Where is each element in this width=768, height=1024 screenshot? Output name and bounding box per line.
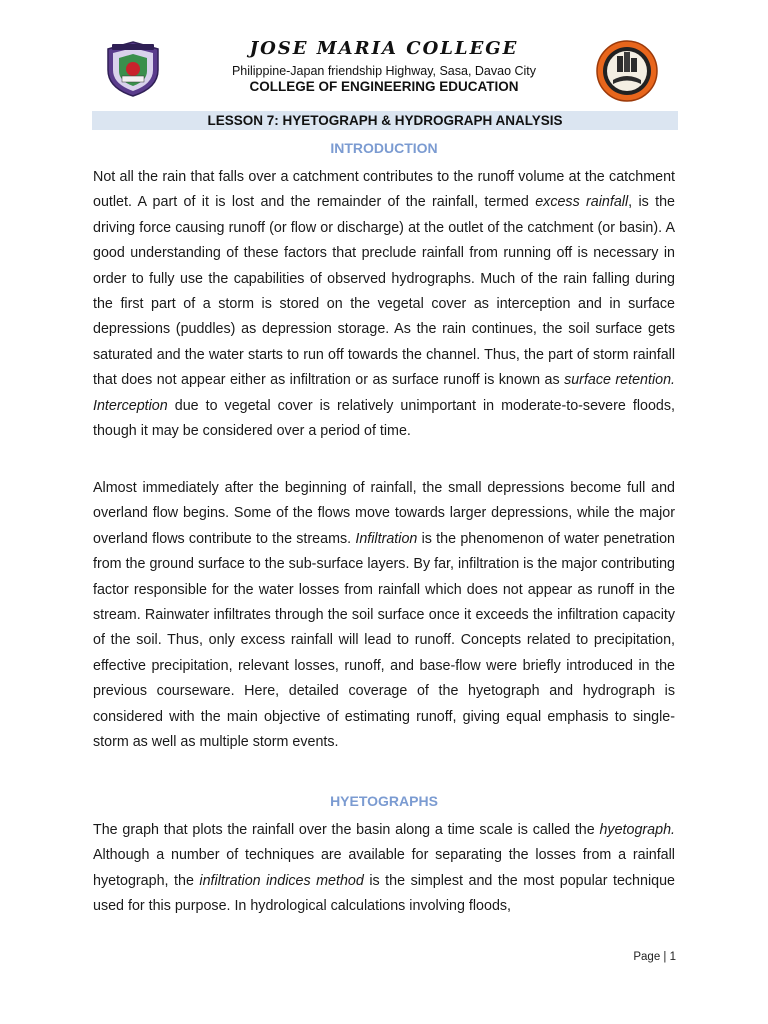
introduction-paragraph-2 [93, 476, 675, 755]
introduction-paragraph-1 [93, 165, 675, 444]
hyetographs-paragraph-1 [93, 818, 675, 920]
paragraph-text: is the simplest and the most popular technique used for this purpose. In hydrological calculations involving floods, [93, 872, 675, 915]
college-department: COLLEGE OF ENGINEERING EDUCATION [249, 79, 519, 94]
paragraph-text: due to vegetal cover is relatively unimportant in moderate-to-severe floods, though it may be considered over a period of time. [93, 397, 675, 440]
engineering-seal-icon [596, 40, 658, 102]
lesson-title: LESSON 7: HYETOGRAPH & HYDROGRAPH ANALYSIS [207, 113, 563, 128]
paragraph-text: Not all the rain that falls over a catchment contributes to the runoff volume at the catchment outlet. A part of it is lost and the remainder of the rainfall, termed [93, 169, 675, 211]
paragraph-text: is the phenomenon of water penetration from the ground surface to the sub-surface layers. By far, infiltration is the major contributing factor responsible for the water losses from rainfall which does not appear as runoff in the stream. Rainwater infiltrates through the soil surface once it exceeds the infiltration capacity of the soil. Thus, only excess rainfall will lead to runoff. Concepts related to precipitation, effective precipitation, relevant losses, runoff, and base-flow were briefly introduced in the previous courseware. Here, detailed coverage of the hyetograph and hydrograph is considered with the main objective of estimating runoff, giving equal emphasis to single-storm as well as multiple storm events. [93, 530, 675, 751]
paragraph-text: Almost immediately after the beginning of rainfall, the small depressions become full and overland flow begins. Some of the flows move towards larger depressions, while the major overland flows contribute to the streams. [93, 480, 675, 547]
emphasis-text: Infiltration [355, 530, 418, 547]
introduction-heading: INTRODUCTION [330, 140, 438, 156]
paragraph-text: Although a number of techniques are available for separating the losses from a rainfall hyetograph, the [93, 847, 675, 889]
emphasis-text: excess rainfall [535, 194, 629, 211]
emphasis-text: surface retention. Interception [93, 372, 676, 414]
paragraph-text: , is the driving force causing runoff (or flow or discharge) at the outlet of the catchment (or basin). A good understanding of these factors that preclude rainfall from running off is necessary in order to fully use the capabilities of observed hydrographs. Much of the rain falling during the first part of a storm is stored on the vegetal cover as interception and in surface depressions (puddles) as depression storage. As the rain continues, the soil surface gets saturated and the water starts to run off towards the channel. Thus, the part of storm rainfall that does not appear either as infiltration or as surface runoff is known as [93, 194, 675, 389]
page-header [0, 0, 768, 110]
page-number: Page | 1 [633, 951, 676, 963]
hyetographs-heading: HYETOGRAPHS [330, 793, 438, 809]
college-address: Philippine-Japan friendship Highway, Sasa, Davao City [231, 64, 537, 78]
emphasis-text: infiltration indices method [199, 872, 364, 889]
college-name: JOSE MARIA COLLEGE [249, 38, 519, 59]
emphasis-text: hyetograph. [599, 822, 675, 838]
paragraph-text: The graph that plots the rainfall over the basin along a time scale is called the [93, 822, 600, 838]
